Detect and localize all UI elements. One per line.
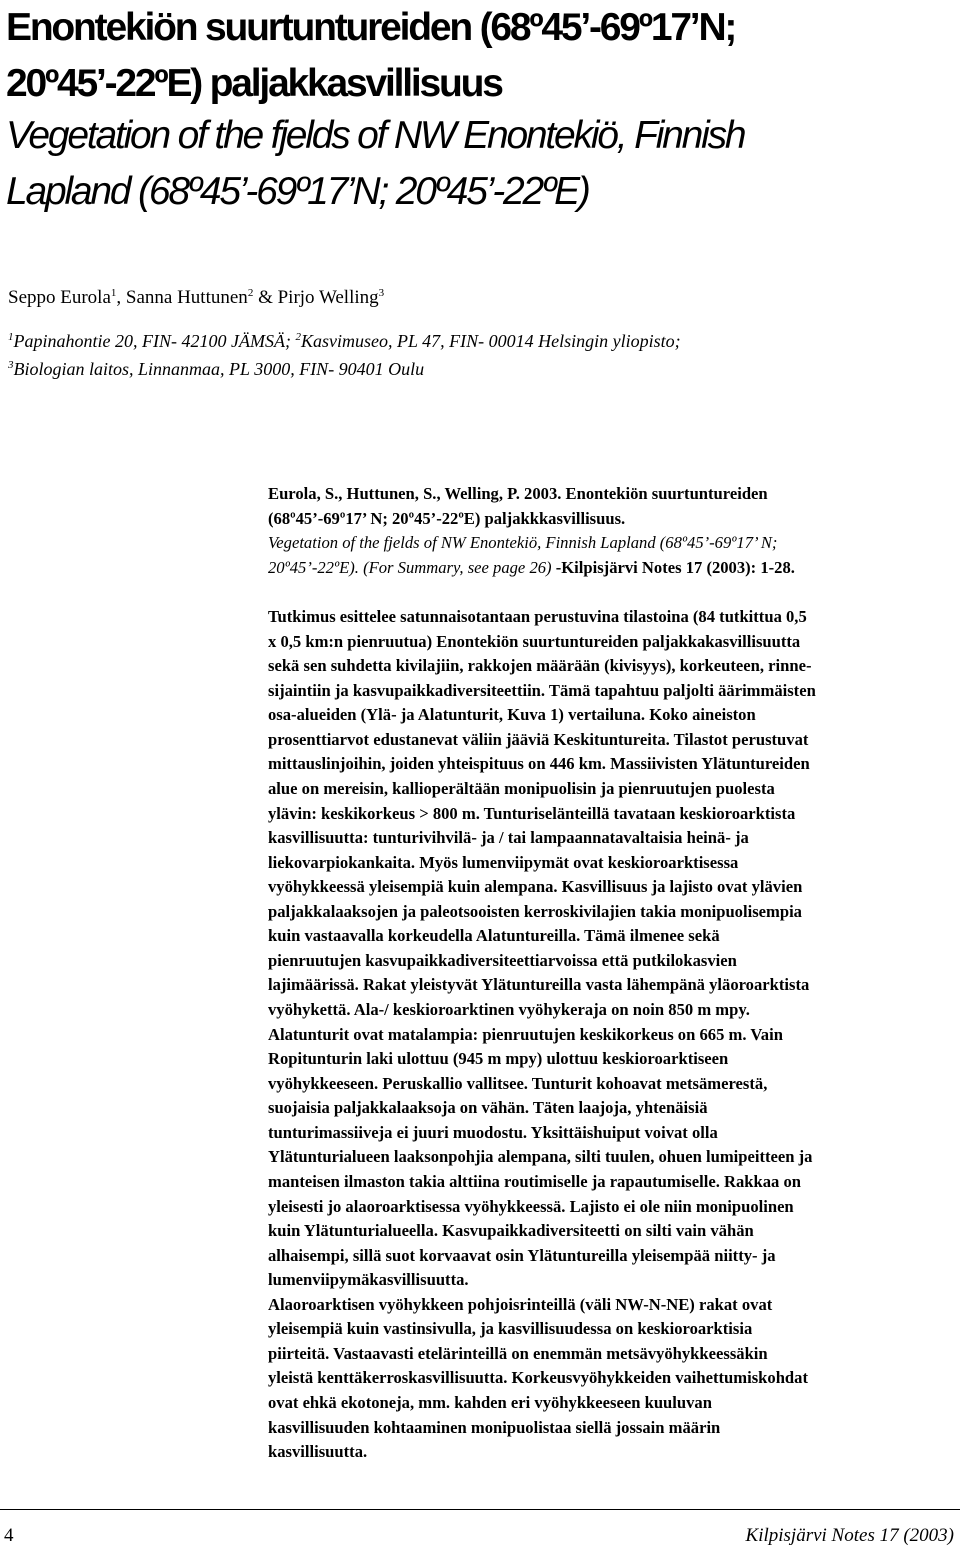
author-separator: ,	[116, 287, 126, 308]
abstract-line: x 0,5 km:n pienruutua) Enontekiön suurtuntureiden paljakkakasvillisuutta	[268, 631, 801, 651]
affiliation-text: Biologian laitos, Linnanmaa, PL 3000, FIN- 90401 Oulu	[13, 359, 425, 379]
affiliation-marker: 2	[295, 331, 301, 343]
title-finnish-line-1: Enontekiön suurtuntureiden (68º45’-69º17’N;	[6, 6, 736, 49]
citation-source: -Kilpisjärvi Notes 17 (2003): 1-28.	[551, 557, 795, 577]
abstract-line: vyöhykettä. Ala-/ keskioroarktinen vyöhykeraja on noin 850 m mpy.	[268, 1000, 750, 1019]
abstract-line: kuin Ylätunturialueella. Kasvupaikkadiversiteetti on silti vain vähän	[268, 1221, 754, 1241]
abstract-line: yleisesti jo alaoroarktisessa vyöhykkeessä. Lajisto ei ole niin monipuolinen	[268, 1196, 794, 1216]
citation-line: Eurola, S., Huttunen, S., Welling, P. 2003. Enontekiön suurtuntureiden	[268, 484, 768, 503]
journal-footer: Kilpisjärvi Notes 17 (2003)	[745, 1525, 954, 1546]
affiliation-line-1	[8, 327, 948, 355]
abstract-line: Alaoroarktisen vyöhykkeen pohjoisrinteillä (väli NW-N-NE) rakat ovat	[268, 1294, 773, 1314]
abstract-line: lajimäärissä. Rakat yleistyvät Ylätuntureilla vasta lähempänä yläoroarktista	[268, 975, 810, 995]
title-english-line-1: Vegetation of the fjelds of NW Enontekiö, Finnish	[6, 114, 745, 157]
affiliation-text: Kasvimuseo, PL 47, FIN- 00014 Helsingin yliopisto;	[300, 331, 681, 351]
affiliation-line-2	[8, 355, 948, 383]
title-finnish-line-2: 20º45’-22ºE) paljakkasvillisuus	[6, 62, 502, 105]
author-separator: &	[253, 287, 278, 308]
title-english-line-2: Lapland (68º45’-69º17’N; 20º45’-22ºE)	[6, 170, 589, 213]
abstract-line: Ylätunturialueen laaksonpohjia alempana, silti tuulen, ohuen lumipeitteen ja	[268, 1147, 813, 1167]
abstract-line: lumenviipymäkasvillisuutta.	[268, 1270, 469, 1290]
abstract-line: kasvillisuutta: tunturivihvilä- ja / tai lampaannatavaltaisia heinä- ja	[268, 828, 749, 848]
abstract-line: pienruutujen kasvupaikkadiversiteettiarvoissa että putkilokasvien	[268, 950, 737, 970]
citation-line	[268, 556, 948, 581]
abstract-line: Ropitunturin laki ulottuu (945 m mpy) ulottuu keskioroarktiseen	[268, 1049, 729, 1069]
abstract-line: sijaintiin ja kasvupaikkadiversiteettiin. Tämä tapahtuu paljolti äärimmäisten	[268, 680, 816, 700]
abstract-line: suojaisia paljakkalaaksoja on vähän. Täten laajoja, yhtenäisiä	[268, 1098, 708, 1118]
author-name: Pirjo Welling	[277, 287, 379, 308]
author-name: Seppo Eurola	[8, 287, 111, 308]
abstract-line: kuin vastaavalla korkeudella Alatuntureilla. Tämä ilmenee sekä	[268, 926, 720, 946]
abstract-line: tunturimassiiveja ei juuri muodostu. Yksittäishuiput voivat olla	[268, 1122, 718, 1142]
author-list	[8, 284, 384, 312]
abstract-line: vyöhykkeeseen. Peruskallio vallitsee. Tunturit kohoavat metsämerestä,	[268, 1073, 768, 1093]
abstract-line: alhaisempi, sillä suot korvaavat osin Ylätuntureilla yleisempää niitty- ja	[268, 1245, 776, 1265]
abstract-line: liekovarpiokankaita. Myös lumenviipymät ovat keskioroarktisessa	[268, 852, 739, 872]
affiliations	[8, 327, 948, 383]
citation-italic-part: 20º45’-22ºE). (For Summary, see page 26)	[268, 557, 552, 577]
citation-line: Vegetation of the fjelds of NW Enontekiö, Finnish Lapland (68º45’-69º17’ N;	[268, 533, 778, 553]
abstract-line: osa-alueiden (Ylä- ja Alatunturit, Kuva 1) vertailuna. Koko aineiston	[268, 705, 756, 725]
citation-block	[268, 482, 948, 580]
abstract-line: ovat ehkä ekotoneja, mm. kahden eri vyöhykkeeseen kuuluvan	[268, 1393, 712, 1412]
abstract-line: mittauslinjoihin, joiden yhteispituus on 446 km. Massiivisten Ylätuntureiden	[268, 754, 810, 774]
abstract-line: vyöhykkeessä yleisempiä kuin alempana. Kasvillisuus ja lajisto ovat ylävien	[268, 877, 803, 897]
footer-divider	[0, 1509, 960, 1510]
abstract-line: piirteitä. Vastaavasti etelärinteillä on enemmän metsävyöhykkeessäkin	[268, 1343, 768, 1363]
abstract-line: yleistä kenttäkerroskasvillisuutta. Korkeusvyöhykkeiden vaihettumiskohdat	[268, 1368, 808, 1388]
author-affiliation-marker: 1	[110, 287, 117, 299]
affiliation-marker: 1	[8, 331, 14, 343]
abstract-text	[268, 605, 948, 1465]
page-number: 4	[4, 1525, 14, 1546]
abstract-line: yleisempiä kuin vastinsivulla, ja kasvillisuudessa on keskioroarktisia	[268, 1319, 753, 1339]
title-finnish	[6, 0, 956, 112]
affiliation-marker: 3	[8, 359, 14, 371]
abstract-line: manteisen ilmaston takia alttiina routimiselle ja rapautumiselle. Rakkaa on	[268, 1171, 802, 1191]
abstract-line: Alatunturit ovat matalampia: pienruutujen keskikorkeus on 665 m. Vain	[268, 1024, 783, 1044]
title-english	[6, 108, 956, 220]
author-affiliation-marker: 3	[378, 287, 385, 299]
citation-line: (68º45’-69º17’ N; 20º45’-22ºE) paljakkkasvillisuus.	[268, 508, 626, 528]
abstract-line: paljakkalaaksojen ja paleotsooisten kerroskivilajien takia monipuolisempia	[268, 901, 802, 921]
abstract-line: ylävin: keskikorkeus > 800 m. Tunturiselänteillä tavataan keskioroarktista	[268, 803, 796, 823]
abstract-line: sekä sen suhdetta kivilajiin, rakkojen määrään (kivisyys), korkeuteen, rinne-	[268, 656, 812, 676]
abstract-line: Tutkimus esittelee satunnaisotantaan perustuvina tilastoina (84 tutkittua 0,5	[268, 607, 807, 626]
author-affiliation-marker: 2	[247, 287, 254, 299]
author-name: Sanna Huttunen	[125, 287, 248, 308]
abstract-line: prosenttiarvot edustanevat väliin jääviä Keskituntureita. Tilastot perustuvat	[268, 729, 809, 749]
affiliation-text: Papinahontie 20, FIN- 42100 JÄMSÄ;	[13, 331, 296, 351]
abstract-line: kasvillisuutta.	[268, 1442, 368, 1462]
abstract-line: alue on mereisin, kallioperältään monipuolisin ja pienruutujen puolesta	[268, 778, 775, 798]
abstract-line: kasvillisuuden kohtaaminen monipuolistaa siellä jossain määrin	[268, 1417, 721, 1437]
